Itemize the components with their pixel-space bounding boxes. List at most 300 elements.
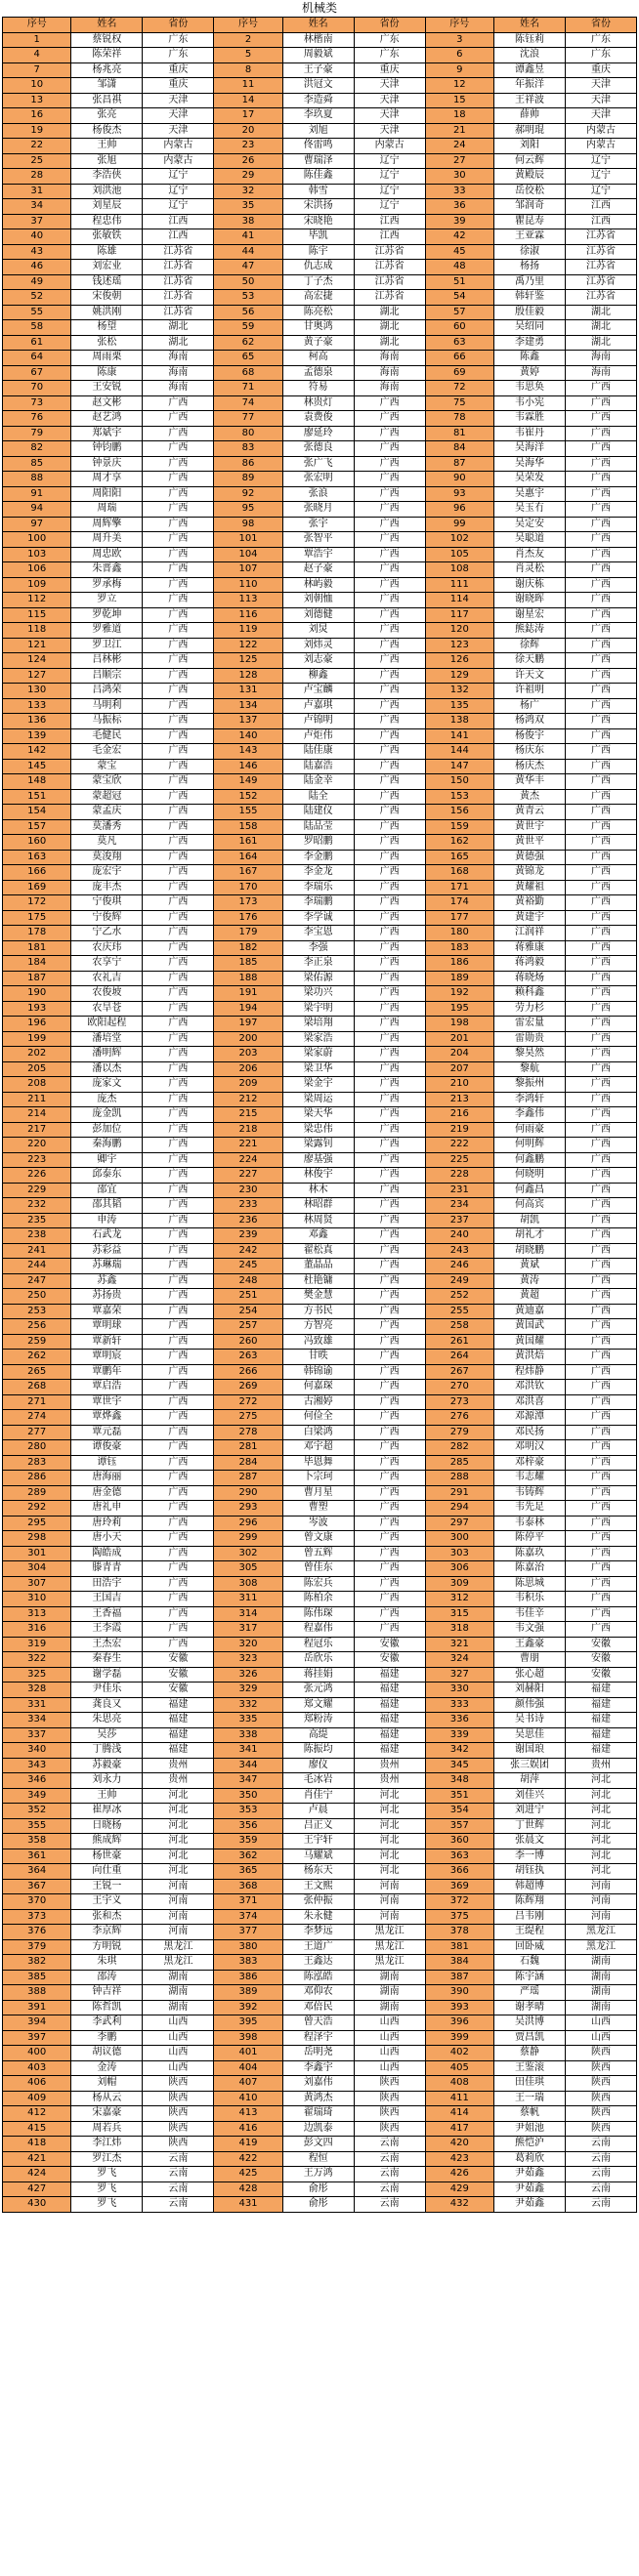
serial-cell: 414: [425, 2106, 493, 2122]
province-cell: 广西: [354, 956, 425, 972]
name-cell: 王鑫达: [282, 1955, 354, 1971]
name-cell: 李鑫宇: [282, 2060, 354, 2076]
name-cell: 莫凡: [71, 835, 143, 851]
serial-cell: 353: [214, 1804, 282, 1819]
name-cell: 罗乾坤: [71, 607, 143, 623]
province-cell: 山西: [354, 2060, 425, 2076]
table-row: [3, 1894, 637, 1910]
province-cell: 广西: [143, 1168, 214, 1184]
name-cell: 吕正义: [282, 1818, 354, 1834]
serial-cell: 151: [3, 789, 71, 805]
name-cell: 李鹏: [71, 2030, 143, 2046]
province-cell: 广西: [565, 472, 636, 487]
serial-cell: 225: [425, 1152, 493, 1168]
serial-cell: 340: [3, 1743, 71, 1759]
province-cell: 湖南: [143, 1985, 214, 2001]
province-cell: 广西: [565, 728, 636, 744]
province-cell: 福建: [354, 1743, 425, 1759]
name-cell: 卜宗珂: [282, 1471, 354, 1486]
name-cell: 陈停平: [494, 1531, 566, 1547]
serial-cell: 360: [425, 1834, 493, 1849]
table-row: [3, 2046, 637, 2061]
serial-cell: 365: [214, 1864, 282, 1880]
province-cell: 陕西: [143, 2121, 214, 2137]
province-cell: 广西: [565, 1440, 636, 1456]
name-cell: 罗昭鹏: [282, 835, 354, 851]
name-cell: 梁家浩: [282, 1031, 354, 1047]
serial-cell: 273: [425, 1394, 493, 1410]
table-row: [3, 199, 637, 215]
header-name: 姓名: [282, 18, 354, 33]
province-cell: 广西: [143, 1047, 214, 1062]
serial-cell: 371: [214, 1894, 282, 1910]
serial-cell: 41: [214, 229, 282, 245]
name-cell: 农礼吉: [71, 971, 143, 986]
serial-cell: 7: [3, 62, 71, 78]
name-cell: 卿宇: [71, 1152, 143, 1168]
province-cell: 广西: [354, 728, 425, 744]
province-cell: 河南: [565, 1879, 636, 1894]
table-row: [3, 1380, 637, 1395]
name-cell: 葛莉欣: [494, 2151, 566, 2167]
serial-cell: 87: [425, 456, 493, 472]
province-cell: 江西: [143, 229, 214, 245]
province-cell: 陕西: [143, 2106, 214, 2122]
province-cell: 广西: [143, 850, 214, 865]
province-cell: 陕西: [565, 2091, 636, 2106]
serial-cell: 172: [3, 895, 71, 911]
serial-cell: 220: [3, 1138, 71, 1153]
serial-cell: 28: [3, 169, 71, 185]
name-cell: 邓民扬: [494, 1425, 566, 1440]
table-row: [3, 381, 637, 396]
province-cell: 河南: [565, 1894, 636, 1910]
province-cell: 山西: [565, 2030, 636, 2046]
table-row: [3, 2060, 637, 2076]
province-cell: 福建: [143, 1743, 214, 1759]
name-cell: 韦佳辛: [494, 1606, 566, 1622]
name-cell: 邵其韬: [71, 1198, 143, 1214]
name-cell: 覃新轩: [71, 1334, 143, 1350]
province-cell: 云南: [354, 2181, 425, 2197]
province-cell: 福建: [565, 1683, 636, 1698]
province-cell: 广西: [143, 1531, 214, 1547]
serial-cell: 259: [3, 1334, 71, 1350]
table-row: [3, 1168, 637, 1184]
serial-cell: 30: [425, 169, 493, 185]
province-cell: 广西: [354, 441, 425, 457]
province-cell: 广西: [354, 1183, 425, 1198]
name-cell: 陈辉翔: [494, 1894, 566, 1910]
name-cell: 林贵灯: [282, 395, 354, 411]
province-cell: 广西: [143, 1138, 214, 1153]
name-cell: 张广飞: [282, 456, 354, 472]
serial-cell: 194: [214, 1001, 282, 1017]
name-cell: 黄耀祖: [494, 880, 566, 895]
serial-cell: 196: [3, 1017, 71, 1032]
province-cell: 内蒙古: [143, 153, 214, 169]
province-cell: 天津: [354, 123, 425, 139]
serial-cell: 374: [214, 1909, 282, 1925]
serial-cell: 294: [425, 1501, 493, 1517]
name-cell: 程炜静: [494, 1364, 566, 1380]
province-cell: 广西: [565, 1183, 636, 1198]
serial-cell: 404: [214, 2060, 282, 2076]
name-cell: 韦霖胜: [494, 411, 566, 427]
serial-cell: 422: [214, 2151, 282, 2167]
province-cell: 内蒙古: [354, 139, 425, 154]
province-cell: 黑龙江: [354, 1939, 425, 1955]
table-row: [3, 607, 637, 623]
serial-cell: 411: [425, 2091, 493, 2106]
province-cell: 江苏省: [354, 274, 425, 290]
province-cell: 广西: [143, 759, 214, 774]
province-cell: 广西: [143, 1364, 214, 1380]
name-cell: 王杰宏: [71, 1637, 143, 1652]
serial-cell: 138: [425, 714, 493, 729]
name-cell: 张元鸿: [282, 1683, 354, 1698]
province-cell: 广西: [143, 1334, 214, 1350]
province-cell: 福建: [565, 1743, 636, 1759]
province-cell: 云南: [565, 2167, 636, 2182]
province-cell: 广西: [565, 411, 636, 427]
serial-cell: 47: [214, 260, 282, 275]
table-row: [3, 486, 637, 502]
province-cell: 广西: [354, 1017, 425, 1032]
serial-cell: 426: [425, 2167, 493, 2182]
name-cell: 罗雅道: [71, 623, 143, 639]
province-cell: 重庆: [143, 78, 214, 94]
name-cell: 黄世宇: [494, 819, 566, 835]
serial-cell: 399: [425, 2030, 493, 2046]
name-cell: 吴海华: [494, 456, 566, 472]
name-cell: 黎航: [494, 1061, 566, 1077]
name-cell: 秦春生: [71, 1652, 143, 1668]
serial-cell: 90: [425, 472, 493, 487]
province-cell: 广西: [143, 1576, 214, 1592]
province-cell: 云南: [143, 2151, 214, 2167]
name-cell: 张浪: [282, 486, 354, 502]
table-row: [3, 684, 637, 699]
province-cell: 广西: [565, 714, 636, 729]
table-row: [3, 108, 637, 124]
serial-cell: 58: [3, 320, 71, 336]
serial-cell: 42: [425, 229, 493, 245]
province-cell: 山西: [143, 2046, 214, 2061]
province-cell: 广西: [354, 880, 425, 895]
serial-cell: 341: [214, 1743, 282, 1759]
province-cell: 天津: [354, 93, 425, 108]
table-row: [3, 1637, 637, 1652]
serial-cell: 65: [214, 351, 282, 366]
name-cell: 覃烨鑫: [71, 1410, 143, 1426]
serial-cell: 381: [425, 1939, 493, 1955]
name-cell: 雷宏量: [494, 1017, 566, 1032]
name-cell: 陈鑫: [494, 351, 566, 366]
serial-cell: 210: [425, 1077, 493, 1093]
province-cell: 河南: [143, 1925, 214, 1940]
name-cell: 钟景庆: [71, 456, 143, 472]
name-cell: 刘炅: [282, 623, 354, 639]
province-cell: 广西: [354, 1606, 425, 1622]
province-cell: 广西: [143, 684, 214, 699]
name-cell: 郝明琨: [494, 123, 566, 139]
name-cell: 严瑶: [494, 1985, 566, 2001]
province-cell: 广西: [565, 1380, 636, 1395]
province-cell: 陕西: [565, 2076, 636, 2092]
name-cell: 覃元磊: [71, 1425, 143, 1440]
table-row: [3, 1061, 637, 1077]
province-cell: 福建: [354, 1683, 425, 1698]
serial-cell: 18: [425, 108, 493, 124]
name-cell: 方明锐: [71, 1939, 143, 1955]
name-cell: 李江炜: [71, 2137, 143, 2152]
serial-cell: 81: [425, 426, 493, 441]
serial-cell: 307: [3, 1576, 71, 1592]
name-cell: 梁金宇: [282, 1077, 354, 1093]
name-cell: 韦先足: [494, 1501, 566, 1517]
province-cell: 湖北: [354, 335, 425, 351]
roster-table: [2, 17, 637, 2213]
name-cell: 李建勇: [494, 335, 566, 351]
serial-cell: 197: [214, 1017, 282, 1032]
serial-cell: 175: [3, 910, 71, 926]
serial-cell: 26: [214, 153, 282, 169]
province-cell: 广西: [143, 1350, 214, 1365]
province-cell: 海南: [354, 351, 425, 366]
name-cell: 岳佼松: [494, 184, 566, 199]
province-cell: 广西: [143, 1304, 214, 1319]
province-cell: 广西: [565, 395, 636, 411]
province-cell: 广西: [354, 1364, 425, 1380]
province-cell: 广西: [565, 819, 636, 835]
name-cell: 李京辉: [71, 1925, 143, 1940]
serial-cell: 270: [425, 1380, 493, 1395]
serial-cell: 188: [214, 971, 282, 986]
province-cell: 广西: [143, 1259, 214, 1274]
name-cell: 梁宇明: [282, 1001, 354, 1017]
name-cell: 边凯泰: [282, 2121, 354, 2137]
name-cell: 周雨栗: [71, 351, 143, 366]
serial-cell: 275: [214, 1410, 282, 1426]
province-cell: 广西: [354, 1259, 425, 1274]
serial-cell: 329: [214, 1683, 282, 1698]
province-cell: 辽宁: [354, 184, 425, 199]
serial-cell: 303: [425, 1546, 493, 1561]
table-row: [3, 971, 637, 986]
province-cell: 湖北: [354, 305, 425, 320]
name-cell: 雷勋贵: [494, 1031, 566, 1047]
serial-cell: 98: [214, 517, 282, 532]
province-cell: 黑龙江: [143, 1955, 214, 1971]
province-cell: 海南: [354, 365, 425, 381]
serial-cell: 184: [3, 956, 71, 972]
name-cell: 李浩侠: [71, 169, 143, 185]
table-row: [3, 2000, 637, 2015]
name-cell: 俞彤: [282, 2197, 354, 2213]
serial-cell: 185: [214, 956, 282, 972]
serial-cell: 379: [3, 1939, 71, 1955]
serial-cell: 4: [3, 48, 71, 63]
name-cell: 张晨文: [494, 1834, 566, 1849]
table-row: [3, 32, 637, 48]
name-cell: 李玖夏: [282, 108, 354, 124]
name-cell: 李宝恩: [282, 926, 354, 941]
province-cell: 广西: [565, 1168, 636, 1184]
province-cell: 天津: [143, 93, 214, 108]
province-cell: 广西: [354, 1319, 425, 1335]
serial-cell: 21: [425, 123, 493, 139]
table-row: [3, 260, 637, 275]
name-cell: 梁佑源: [282, 971, 354, 986]
name-cell: 廖仪: [282, 1758, 354, 1773]
province-cell: 湖南: [565, 1970, 636, 1985]
name-cell: 周升美: [71, 532, 143, 548]
serial-cell: 403: [3, 2060, 71, 2076]
serial-cell: 286: [3, 1471, 71, 1486]
name-cell: 徐淑: [494, 244, 566, 260]
name-cell: 黄建宇: [494, 910, 566, 926]
table-row: [3, 1017, 637, 1032]
province-cell: 广西: [354, 1380, 425, 1395]
serial-cell: 272: [214, 1394, 282, 1410]
name-cell: 邓源潭: [494, 1410, 566, 1426]
serial-cell: 418: [3, 2137, 71, 2152]
name-cell: 庞杰: [71, 1092, 143, 1107]
serial-cell: 428: [214, 2181, 282, 2197]
serial-cell: 351: [425, 1788, 493, 1804]
name-cell: 肖佳宁: [282, 1788, 354, 1804]
province-cell: 广西: [565, 1077, 636, 1093]
province-cell: 广西: [143, 532, 214, 548]
name-cell: 宋洪扬: [282, 199, 354, 215]
serial-cell: 142: [3, 744, 71, 760]
province-cell: 广西: [565, 926, 636, 941]
province-cell: 福建: [354, 1667, 425, 1683]
name-cell: 尹茹鑫: [494, 2167, 566, 2182]
table-row: [3, 819, 637, 835]
name-cell: 罗飞: [71, 2167, 143, 2182]
name-cell: 莫潘秀: [71, 819, 143, 835]
name-cell: 毛冰岩: [282, 1773, 354, 1789]
name-cell: 杨庆东: [494, 744, 566, 760]
name-cell: 庞金凯: [71, 1107, 143, 1123]
table-row: [3, 1531, 637, 1547]
table-row: [3, 1319, 637, 1335]
name-cell: 苏琳瑞: [71, 1259, 143, 1274]
province-cell: 广西: [143, 607, 214, 623]
serial-cell: 45: [425, 244, 493, 260]
province-cell: 广西: [565, 1092, 636, 1107]
table-row: [3, 1501, 637, 1517]
name-cell: 龚良又: [71, 1697, 143, 1713]
name-cell: 柯高: [282, 351, 354, 366]
province-cell: 广西: [143, 971, 214, 986]
serial-cell: 103: [3, 547, 71, 562]
table-row: [3, 744, 637, 760]
name-cell: 滕青青: [71, 1561, 143, 1577]
name-cell: 谢晓晖: [494, 593, 566, 608]
serial-cell: 283: [3, 1455, 71, 1471]
table-row: [3, 926, 637, 941]
name-cell: 罗飞: [71, 2181, 143, 2197]
name-cell: 张亮: [71, 108, 143, 124]
name-cell: 孟德泉: [282, 365, 354, 381]
name-cell: 韩锦谕: [282, 1364, 354, 1380]
table-row: [3, 698, 637, 714]
serial-cell: 16: [3, 108, 71, 124]
table-row: [3, 184, 637, 199]
province-cell: 河南: [143, 1894, 214, 1910]
name-cell: 日晓杨: [71, 1818, 143, 1834]
table-row: [3, 1243, 637, 1259]
serial-cell: 218: [214, 1122, 282, 1138]
serial-cell: 207: [425, 1061, 493, 1077]
serial-cell: 402: [425, 2046, 493, 2061]
province-cell: 云南: [354, 2151, 425, 2167]
province-cell: 河南: [354, 1909, 425, 1925]
serial-cell: 393: [425, 2000, 493, 2015]
province-cell: 广西: [565, 880, 636, 895]
name-cell: 陆建仪: [282, 805, 354, 820]
table-row: [3, 1440, 637, 1456]
serial-cell: 222: [425, 1138, 493, 1153]
serial-cell: 406: [3, 2076, 71, 2092]
province-cell: 广西: [565, 1516, 636, 1531]
province-cell: 广西: [143, 1319, 214, 1335]
province-cell: 湖南: [354, 2000, 425, 2015]
province-cell: 广西: [565, 1546, 636, 1561]
name-cell: 蒋雅康: [494, 940, 566, 956]
serial-cell: 316: [3, 1622, 71, 1638]
province-cell: 广西: [565, 1047, 636, 1062]
name-cell: 黄华丰: [494, 774, 566, 790]
header-province: 省份: [143, 18, 214, 33]
name-cell: 赵子豪: [282, 562, 354, 578]
name-cell: 张三娱团: [494, 1758, 566, 1773]
province-cell: 广西: [143, 1017, 214, 1032]
serial-cell: 249: [425, 1273, 493, 1289]
province-cell: 河北: [354, 1804, 425, 1819]
serial-cell: 306: [425, 1561, 493, 1577]
serial-cell: 296: [214, 1516, 282, 1531]
serial-cell: 3: [425, 32, 493, 48]
serial-cell: 226: [3, 1168, 71, 1184]
serial-cell: 330: [425, 1683, 493, 1698]
name-cell: 张松: [71, 335, 143, 351]
serial-cell: 397: [3, 2030, 71, 2046]
name-cell: 梁忠伟: [282, 1122, 354, 1138]
province-cell: 河北: [143, 1788, 214, 1804]
province-cell: 广西: [143, 880, 214, 895]
province-cell: 广西: [354, 1047, 425, 1062]
name-cell: 庞宏宇: [71, 865, 143, 881]
name-cell: 杨俊宇: [494, 728, 566, 744]
serial-cell: 122: [214, 638, 282, 653]
name-cell: 刘旭: [282, 123, 354, 139]
name-cell: 朱思亮: [71, 1713, 143, 1728]
serial-cell: 13: [3, 93, 71, 108]
table-row: [3, 1394, 637, 1410]
name-cell: 黎昊然: [494, 1047, 566, 1062]
name-cell: 邓鑫: [282, 1228, 354, 1244]
province-cell: 广西: [354, 1576, 425, 1592]
province-cell: 广西: [143, 472, 214, 487]
province-cell: 广西: [354, 638, 425, 653]
table-row: [3, 547, 637, 562]
name-cell: 王宇义: [71, 1894, 143, 1910]
name-cell: 李强: [282, 940, 354, 956]
